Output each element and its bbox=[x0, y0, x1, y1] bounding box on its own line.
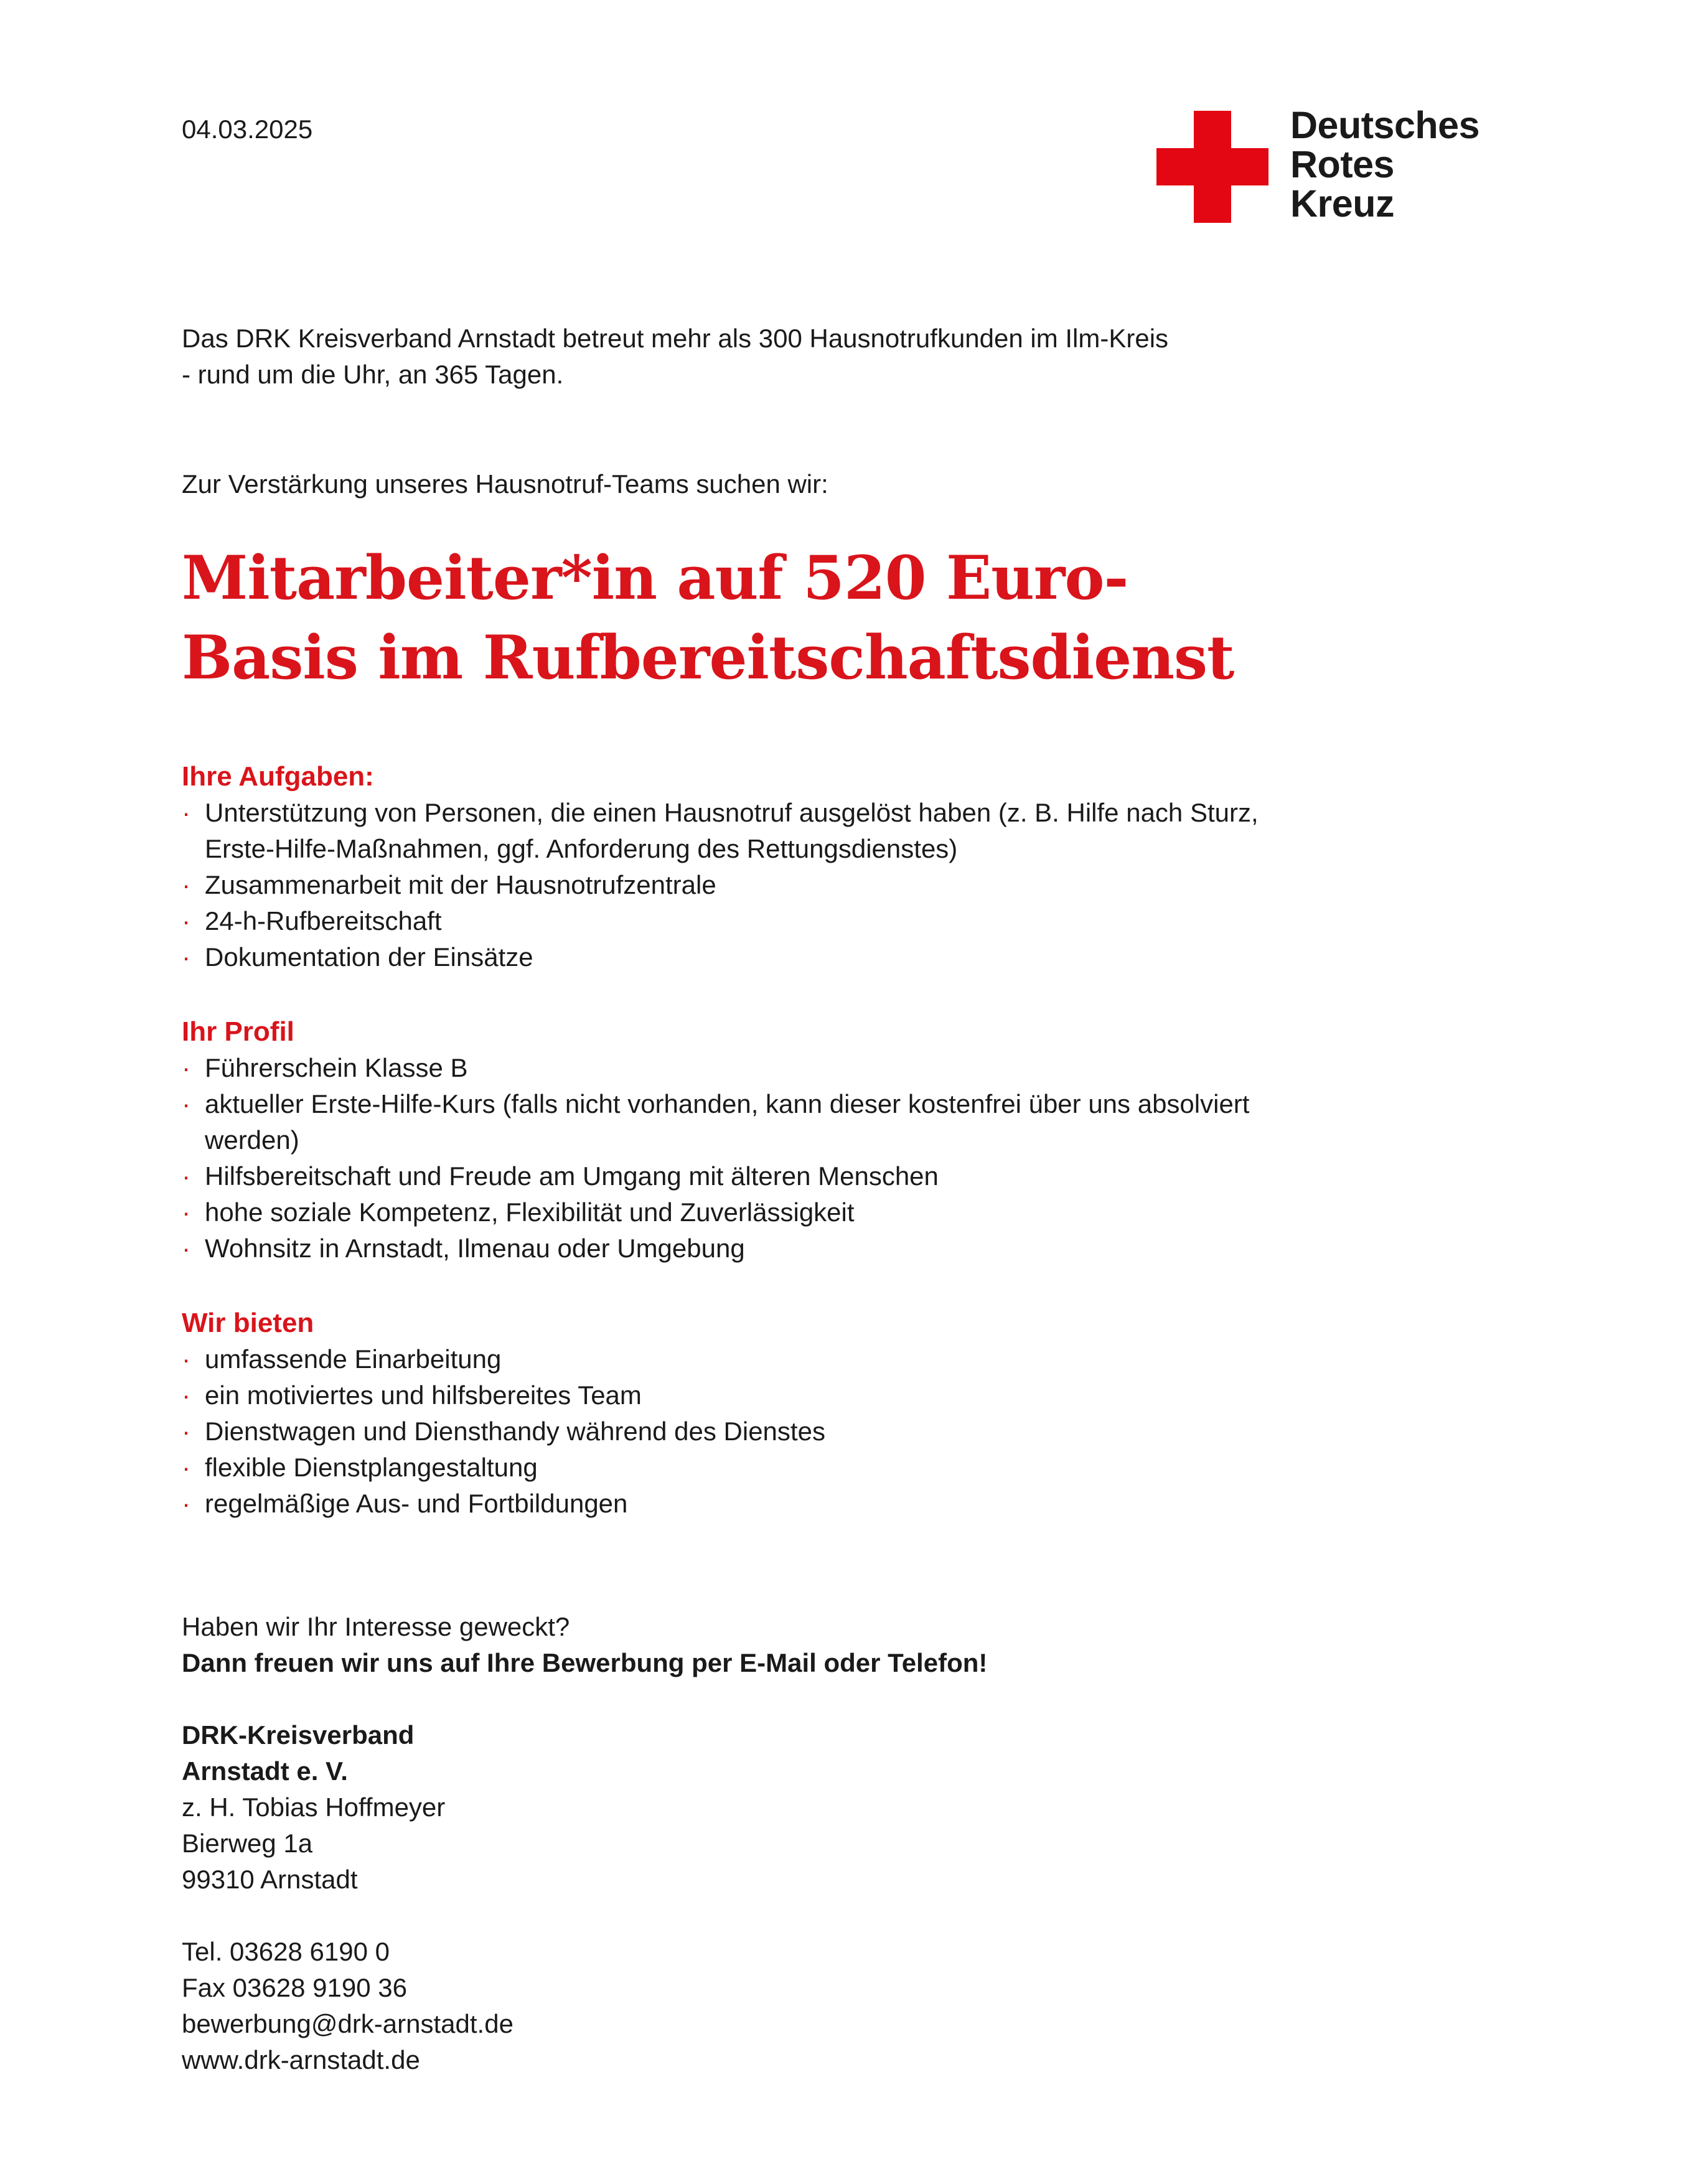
bullet-icon: · bbox=[182, 798, 190, 827]
document-body bbox=[182, 321, 1489, 2078]
list-item bbox=[182, 1194, 1275, 1230]
cta-statement: Dann freuen wir uns auf Ihre Bewerbung per E-Mail oder Telefon! bbox=[182, 1648, 988, 1677]
list-item bbox=[182, 939, 1275, 975]
logo-line-2: Rotes bbox=[1290, 143, 1394, 185]
list-item bbox=[182, 1450, 1275, 1486]
bullet-icon: · bbox=[182, 906, 190, 935]
city-address: 99310 Arnstadt bbox=[182, 1865, 358, 1894]
list-item-text: Dokumentation der Einsätze bbox=[205, 942, 533, 972]
org-name-line-1: DRK-Kreisverband bbox=[182, 1720, 415, 1750]
bullet-icon: · bbox=[182, 1453, 190, 1482]
lead-text: Zur Verstärkung unseres Hausnotruf-Teams suchen wir: bbox=[182, 469, 828, 499]
bullet-icon: · bbox=[182, 942, 190, 972]
intro-line-2: - rund um die Uhr, an 365 Tagen. bbox=[182, 360, 564, 389]
section-title: Wir bieten bbox=[182, 1308, 314, 1338]
bullet-icon: · bbox=[182, 1053, 190, 1082]
bullet-icon: · bbox=[182, 1234, 190, 1263]
offer-list bbox=[182, 1341, 1489, 1522]
list-item-text: Hilfsbereitschaft und Freude am Umgang mit älteren Menschen bbox=[205, 1161, 939, 1191]
list-item bbox=[182, 903, 1275, 939]
intro-line-1: Das DRK Kreisverband Arnstadt betreut mehr als 300 Hausnotrufkunden im Ilm-Kreis bbox=[182, 324, 1169, 353]
drk-logo bbox=[1156, 106, 1524, 230]
contact-block bbox=[182, 1934, 1489, 2078]
logo-wordmark bbox=[1290, 106, 1479, 223]
cta-question: Haben wir Ihr Interesse geweckt? bbox=[182, 1612, 570, 1641]
list-item bbox=[182, 1341, 1275, 1377]
list-item-text: umfassende Einarbeitung bbox=[205, 1344, 502, 1374]
section-title: Ihr Profil bbox=[182, 1016, 294, 1047]
bullet-icon: · bbox=[182, 870, 190, 899]
intro-paragraph bbox=[182, 321, 1290, 393]
list-item-text: Dienstwagen und Diensthandy während des Dienstes bbox=[205, 1417, 825, 1446]
list-item-text: aktueller Erste-Hilfe-Kurs (falls nicht vorhanden, kann dieser kostenfrei über uns absolviert werden) bbox=[205, 1089, 1250, 1155]
profile-list bbox=[182, 1050, 1489, 1267]
list-item-text: Unterstützung von Personen, die einen Hausnotruf ausgelöst haben (z. B. Hilfe nach Sturz, Erste-Hilfe-Maßnahmen, ggf. Anforderung des Rettungsdienstes) bbox=[205, 798, 1259, 863]
bullet-icon: · bbox=[182, 1197, 190, 1227]
list-item bbox=[182, 867, 1275, 903]
bullet-icon: · bbox=[182, 1161, 190, 1191]
contact-person: z. H. Tobias Hoffmeyer bbox=[182, 1793, 446, 1822]
list-item-text: Führerschein Klasse B bbox=[205, 1053, 468, 1082]
job-title-line-1: Mitarbeiter*in auf 520 Euro- bbox=[182, 543, 1128, 613]
list-item-text: regelmäßige Aus- und Fortbildungen bbox=[205, 1489, 628, 1518]
org-name-line-2: Arnstadt e. V. bbox=[182, 1756, 348, 1786]
section-tasks bbox=[182, 759, 1489, 975]
section-title: Ihre Aufgaben: bbox=[182, 761, 374, 792]
job-title-line-2: Basis im Rufbereitschaftsdienst bbox=[182, 622, 1234, 693]
bullet-icon: · bbox=[182, 1344, 190, 1374]
address-block bbox=[182, 1717, 1489, 1898]
list-item bbox=[182, 1486, 1275, 1522]
document-date: 04.03.2025 bbox=[182, 115, 313, 144]
list-item-text: Zusammenarbeit mit der Hausnotrufzentrale bbox=[205, 870, 716, 899]
section-profile bbox=[182, 1014, 1489, 1267]
bullet-icon: · bbox=[182, 1417, 190, 1446]
section-offer bbox=[182, 1305, 1489, 1522]
logo-line-3: Kreuz bbox=[1290, 182, 1394, 225]
list-item bbox=[182, 1230, 1275, 1267]
list-item-text: 24-h-Rufbereitschaft bbox=[205, 906, 442, 935]
list-item bbox=[182, 1158, 1275, 1194]
list-item-text: flexible Dienstplangestaltung bbox=[205, 1453, 538, 1482]
job-title-heading bbox=[182, 538, 1302, 698]
bullet-icon: · bbox=[182, 1489, 190, 1518]
call-to-action bbox=[182, 1609, 1489, 1681]
list-item bbox=[182, 1377, 1275, 1413]
red-cross-icon bbox=[1156, 111, 1268, 223]
bullet-icon: · bbox=[182, 1089, 190, 1118]
list-item bbox=[182, 795, 1275, 867]
list-item-text: ein motiviertes und hilfsbereites Team bbox=[205, 1380, 642, 1410]
website-link[interactable]: www.drk-arnstadt.de bbox=[182, 2045, 420, 2074]
logo-line-1: Deutsches bbox=[1290, 104, 1480, 146]
list-item-text: hohe soziale Kompetenz, Flexibilität und Zuverlässigkeit bbox=[205, 1197, 855, 1227]
fax-number: Fax 03628 9190 36 bbox=[182, 1973, 407, 2002]
list-item bbox=[182, 1050, 1275, 1086]
list-item bbox=[182, 1413, 1275, 1450]
phone-number: Tel. 03628 6190 0 bbox=[182, 1937, 390, 1966]
list-item-text: Wohnsitz in Arnstadt, Ilmenau oder Umgebung bbox=[205, 1234, 745, 1263]
task-list bbox=[182, 795, 1489, 975]
list-item bbox=[182, 1086, 1275, 1158]
email-address[interactable]: bewerbung@drk-arnstadt.de bbox=[182, 2009, 513, 2038]
bullet-icon: · bbox=[182, 1380, 190, 1410]
street-address: Bierweg 1a bbox=[182, 1829, 313, 1858]
